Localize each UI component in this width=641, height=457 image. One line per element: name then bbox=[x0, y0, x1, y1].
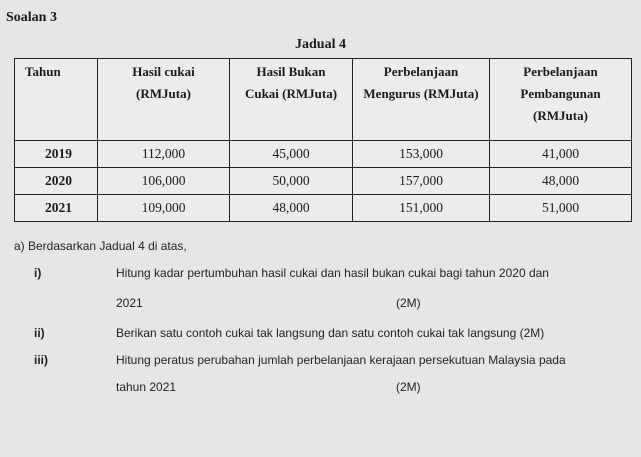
cell-value: 109,000 bbox=[98, 195, 230, 222]
question-i-text: Hitung kadar pertumbuhan hasil cukai dan hasil bukan cukai bagi tahun 2020 dan bbox=[116, 266, 549, 280]
table-row bbox=[15, 195, 632, 222]
table-row bbox=[15, 168, 632, 195]
header-hasil-bukan-cukai: Hasil Bukan Cukai (RMJuta) bbox=[230, 59, 353, 141]
header-tahun: Tahun bbox=[15, 59, 98, 141]
question-ii-number: ii) bbox=[34, 326, 45, 340]
cell-value: 151,000 bbox=[353, 195, 490, 222]
question-ii-text: Berikan satu contoh cukai tak langsung dan satu contoh cukai tak langsung (2M) bbox=[116, 326, 545, 340]
question-iii-text: Hitung peratus perubahan jumlah perbelanjaan kerajaan persekutuan Malaysia pada bbox=[116, 353, 566, 367]
header-hasil-cukai: Hasil cukai (RMJuta) bbox=[98, 59, 230, 141]
question-i-marks: (2M) bbox=[396, 296, 421, 310]
question-i-number: i) bbox=[34, 266, 42, 280]
cell-value: 48,000 bbox=[490, 168, 632, 195]
cell-value: 153,000 bbox=[353, 141, 490, 168]
table-header-row bbox=[15, 59, 632, 141]
question-heading: Soalan 3 bbox=[6, 10, 57, 25]
table-row bbox=[15, 141, 632, 168]
header-perbelanjaan-pembangunan: Perbelanjaan Pembangunan (RMJuta) bbox=[490, 59, 632, 141]
cell-value: 112,000 bbox=[98, 141, 230, 168]
cell-year: 2019 bbox=[15, 141, 98, 168]
data-table bbox=[14, 58, 632, 222]
question-a: a) Berdasarkan Jadual 4 di atas, bbox=[14, 239, 187, 253]
table-caption: Jadual 4 bbox=[295, 37, 346, 52]
question-iii-number: iii) bbox=[34, 353, 48, 367]
cell-value: 157,000 bbox=[353, 168, 490, 195]
question-iii-text-cont: tahun 2021 bbox=[116, 380, 177, 394]
cell-value: 51,000 bbox=[490, 195, 632, 222]
cell-value: 106,000 bbox=[98, 168, 230, 195]
cell-value: 41,000 bbox=[490, 141, 632, 168]
header-perbelanjaan-mengurus: Perbelanjaan Mengurus (RMJuta) bbox=[353, 59, 490, 141]
cell-value: 48,000 bbox=[230, 195, 353, 222]
question-iii-marks: (2M) bbox=[396, 380, 421, 394]
cell-value: 45,000 bbox=[230, 141, 353, 168]
cell-year: 2021 bbox=[15, 195, 98, 222]
question-i-text-cont: 2021 bbox=[116, 296, 143, 310]
cell-year: 2020 bbox=[15, 168, 98, 195]
cell-value: 50,000 bbox=[230, 168, 353, 195]
